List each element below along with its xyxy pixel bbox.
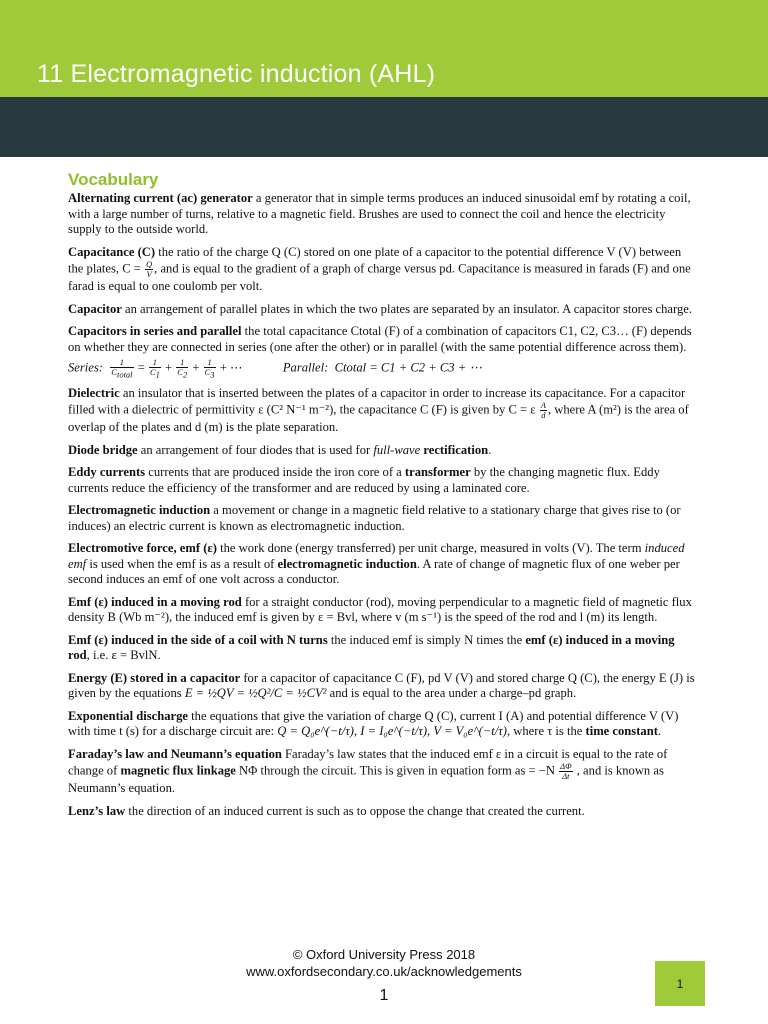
entry-term: Alternating current (ac) generator	[68, 191, 253, 205]
entry-term: Electromagnetic induction	[68, 503, 211, 518]
entry-term: Capacitors in series and parallel	[68, 324, 242, 338]
vocabulary-section	[68, 170, 698, 826]
entry-eddy-currents: Eddy currents currents that are produced inside the iron core of a transformer by the changing magnetic flux. Eddy currents reduce the efficiency of the transformer and are reduced by using a laminated core.	[68, 465, 660, 495]
page-title: 11 Electromagnetic induction (AHL)	[37, 60, 436, 88]
entry-definition: the direction of an induced current is such as to oppose the change that created the current.	[125, 803, 585, 818]
entry-definition: , and is equal to the gradient of a graph of charge versus pd. Capacitance is measured in farads (F) and one farad is equal to one coulomb per volt.	[68, 261, 691, 293]
entry-term: Capacitance (C)	[68, 244, 156, 259]
entry-energy-capacitor: Energy (E) stored in a capacitor for a capacitor of capacitance C (F), pd V (V) and stored charge Q (C), the energy E (J) is given by the equations E = ½QV = ½Q²/C = ½CV² and is equal to the area under a charge–pd graph.	[68, 670, 695, 701]
entry-term: Emf (ε) induced in the side of a coil with N turns	[68, 632, 328, 647]
entry-electromotive-force: Electromotive force, emf (ε) the work done (energy transferred) per unit charge, measured in volts (V). The term induced emf is used when the emf is as a result of electromagnetic induction. A rate of change of magnetic flux of one weber per second induces an emf of one volt across a conductor.	[68, 541, 685, 587]
parallel-label: Parallel:	[282, 360, 329, 375]
entry-term: Faraday’s law and Neumann’s equation	[68, 746, 282, 761]
page-number-box: 1	[655, 961, 705, 1006]
header-dark-band	[0, 97, 768, 157]
entry-emf-moving-rod	[68, 595, 698, 626]
fraction: $\frac{\Delta\Phi}{\Delta t}$	[560, 761, 572, 782]
entry-term: Capacitor	[68, 301, 122, 316]
footer-website: www.oxfordsecondary.co.uk/acknowledgements	[246, 964, 522, 979]
entry-definition: an insulator that is inserted between the plates of a capacitor in order to increase its capacitance. For a capacitor filled with a dielectric of permittivity ε (C² N⁻¹ m⁻²), the capacitance C (F) is given by C = ε	[68, 385, 686, 417]
entry-term: Electromotive force, emf (ε)	[68, 541, 217, 556]
entry-definition: a generator that in simple terms produces an induced sinusoidal emf by rotating a coil, with a large number of turns, relative to a magnetic field. Brushes are used to connect the coil and hence the electricity supply to the outside world.	[68, 191, 691, 236]
fraction: $\frac{1}{C_{total}}$	[111, 357, 133, 380]
entry-definition: the total capacitance Ctotal (F) of a combination of capacitors C1, C2, C3… (F) depends on whether they are connected in series (one after the other) or in parallel (with the same potential difference across them).	[68, 324, 692, 354]
entry-dielectric	[68, 386, 698, 436]
entry-definition: the ratio of the charge Q (C) stored on one plate of a capacitor to the potential difference V (V) between the plates, C =	[68, 244, 682, 276]
entry-exponential-discharge: Exponential discharge the equations that give the variation of charge Q (C), current I (A) and potential difference V (V) with time t (s) for a discharge circuit are: Q = Q₀e^(−t/τ), I = I₀e^(−t/τ), V = V₀e^(−t/τ), where τ is the time constant.	[68, 708, 679, 739]
entry-capacitors-series-parallel	[68, 324, 698, 355]
fraction: $\frac{Q}{V}$	[146, 259, 153, 279]
entry-term: Emf (ε) induced in a moving rod	[68, 594, 242, 609]
entry-diode-bridge: Diode bridge an arrangement of four diodes that is used for full-wave rectification.	[68, 442, 492, 457]
entry-term: Dielectric	[68, 385, 120, 400]
capacitor-combination-formulas: Series: $\frac{1}{C_{total}}$ = $\frac{1}{C_1}$ + $\frac{1}{C_2}$ + $\frac{1}{C_3}$ + ⋯ Parallel: Ctotal = C1 + C2 + C3 + ⋯	[68, 357, 482, 380]
entry-capacitor	[68, 302, 698, 318]
entry-term: Lenz’s law	[68, 803, 126, 818]
entry-term: Diode bridge	[68, 442, 138, 457]
page-number: 1	[379, 987, 389, 1004]
entry-definition: a movement or change in a magnetic field relative to a stationary charge that gives rise to (or induces) an electric current is known as electromagnetic induction.	[68, 503, 681, 533]
footer-copyright: © Oxford University Press 2018	[292, 947, 476, 962]
series-label: Series:	[68, 360, 103, 375]
series-tail: + ⋯	[219, 360, 243, 375]
parallel-formula: Ctotal = C1 + C2 + C3 + ⋯	[334, 360, 482, 375]
entry-term: Energy (E) stored in a capacitor	[68, 670, 241, 685]
entry-electromagnetic-induction	[68, 503, 698, 534]
entry-definition: , where A (m²) is the area of overlap of the plates and d (m) is the plate separation.	[68, 402, 689, 435]
entry-emf-coil: Emf (ε) induced in the side of a coil with N turns the induced emf is simply N times the emf (ε) induced in a moving rod, i.e. ε = BvlN.	[68, 632, 675, 663]
fraction: $\frac{A}{d}$	[540, 400, 546, 421]
section-heading: Vocabulary	[68, 170, 159, 189]
discharge-formula: Q = Q₀e^(−t/τ), I = I₀e^(−t/τ), V = V₀e^(−t/τ)	[277, 724, 507, 739]
entry-capacitance	[68, 245, 698, 295]
entry-definition: for a straight conductor (rod), moving perpendicular to a magnetic field of magnetic flux density B (Wb m⁻²), the induced emf is given by ε = Bvl, where v (m s⁻¹) is the speed of the rod and l (m) its length.	[68, 594, 692, 625]
entry-ac-generator	[68, 191, 698, 238]
entry-term: Exponential discharge	[68, 708, 189, 723]
energy-formula: E = ½QV = ½Q²/C = ½CV²	[184, 686, 327, 701]
entry-lenz-law	[68, 804, 698, 820]
entry-term: Eddy currents	[68, 465, 146, 480]
entry-faraday-law: Faraday’s law and Neumann’s equation Faraday’s law states that the induced emf ε in a circuit is equal to the rate of change of magnetic flux linkage NΦ through the circuit. This is given in equation form as = −N $\frac{\Delta\Phi}{\Delta t}$ , and is known as Neumann’s equation.	[68, 746, 668, 796]
entry-definition: an arrangement of parallel plates in which the two plates are separated by an insulator. A capacitor stores charge.	[121, 301, 692, 316]
